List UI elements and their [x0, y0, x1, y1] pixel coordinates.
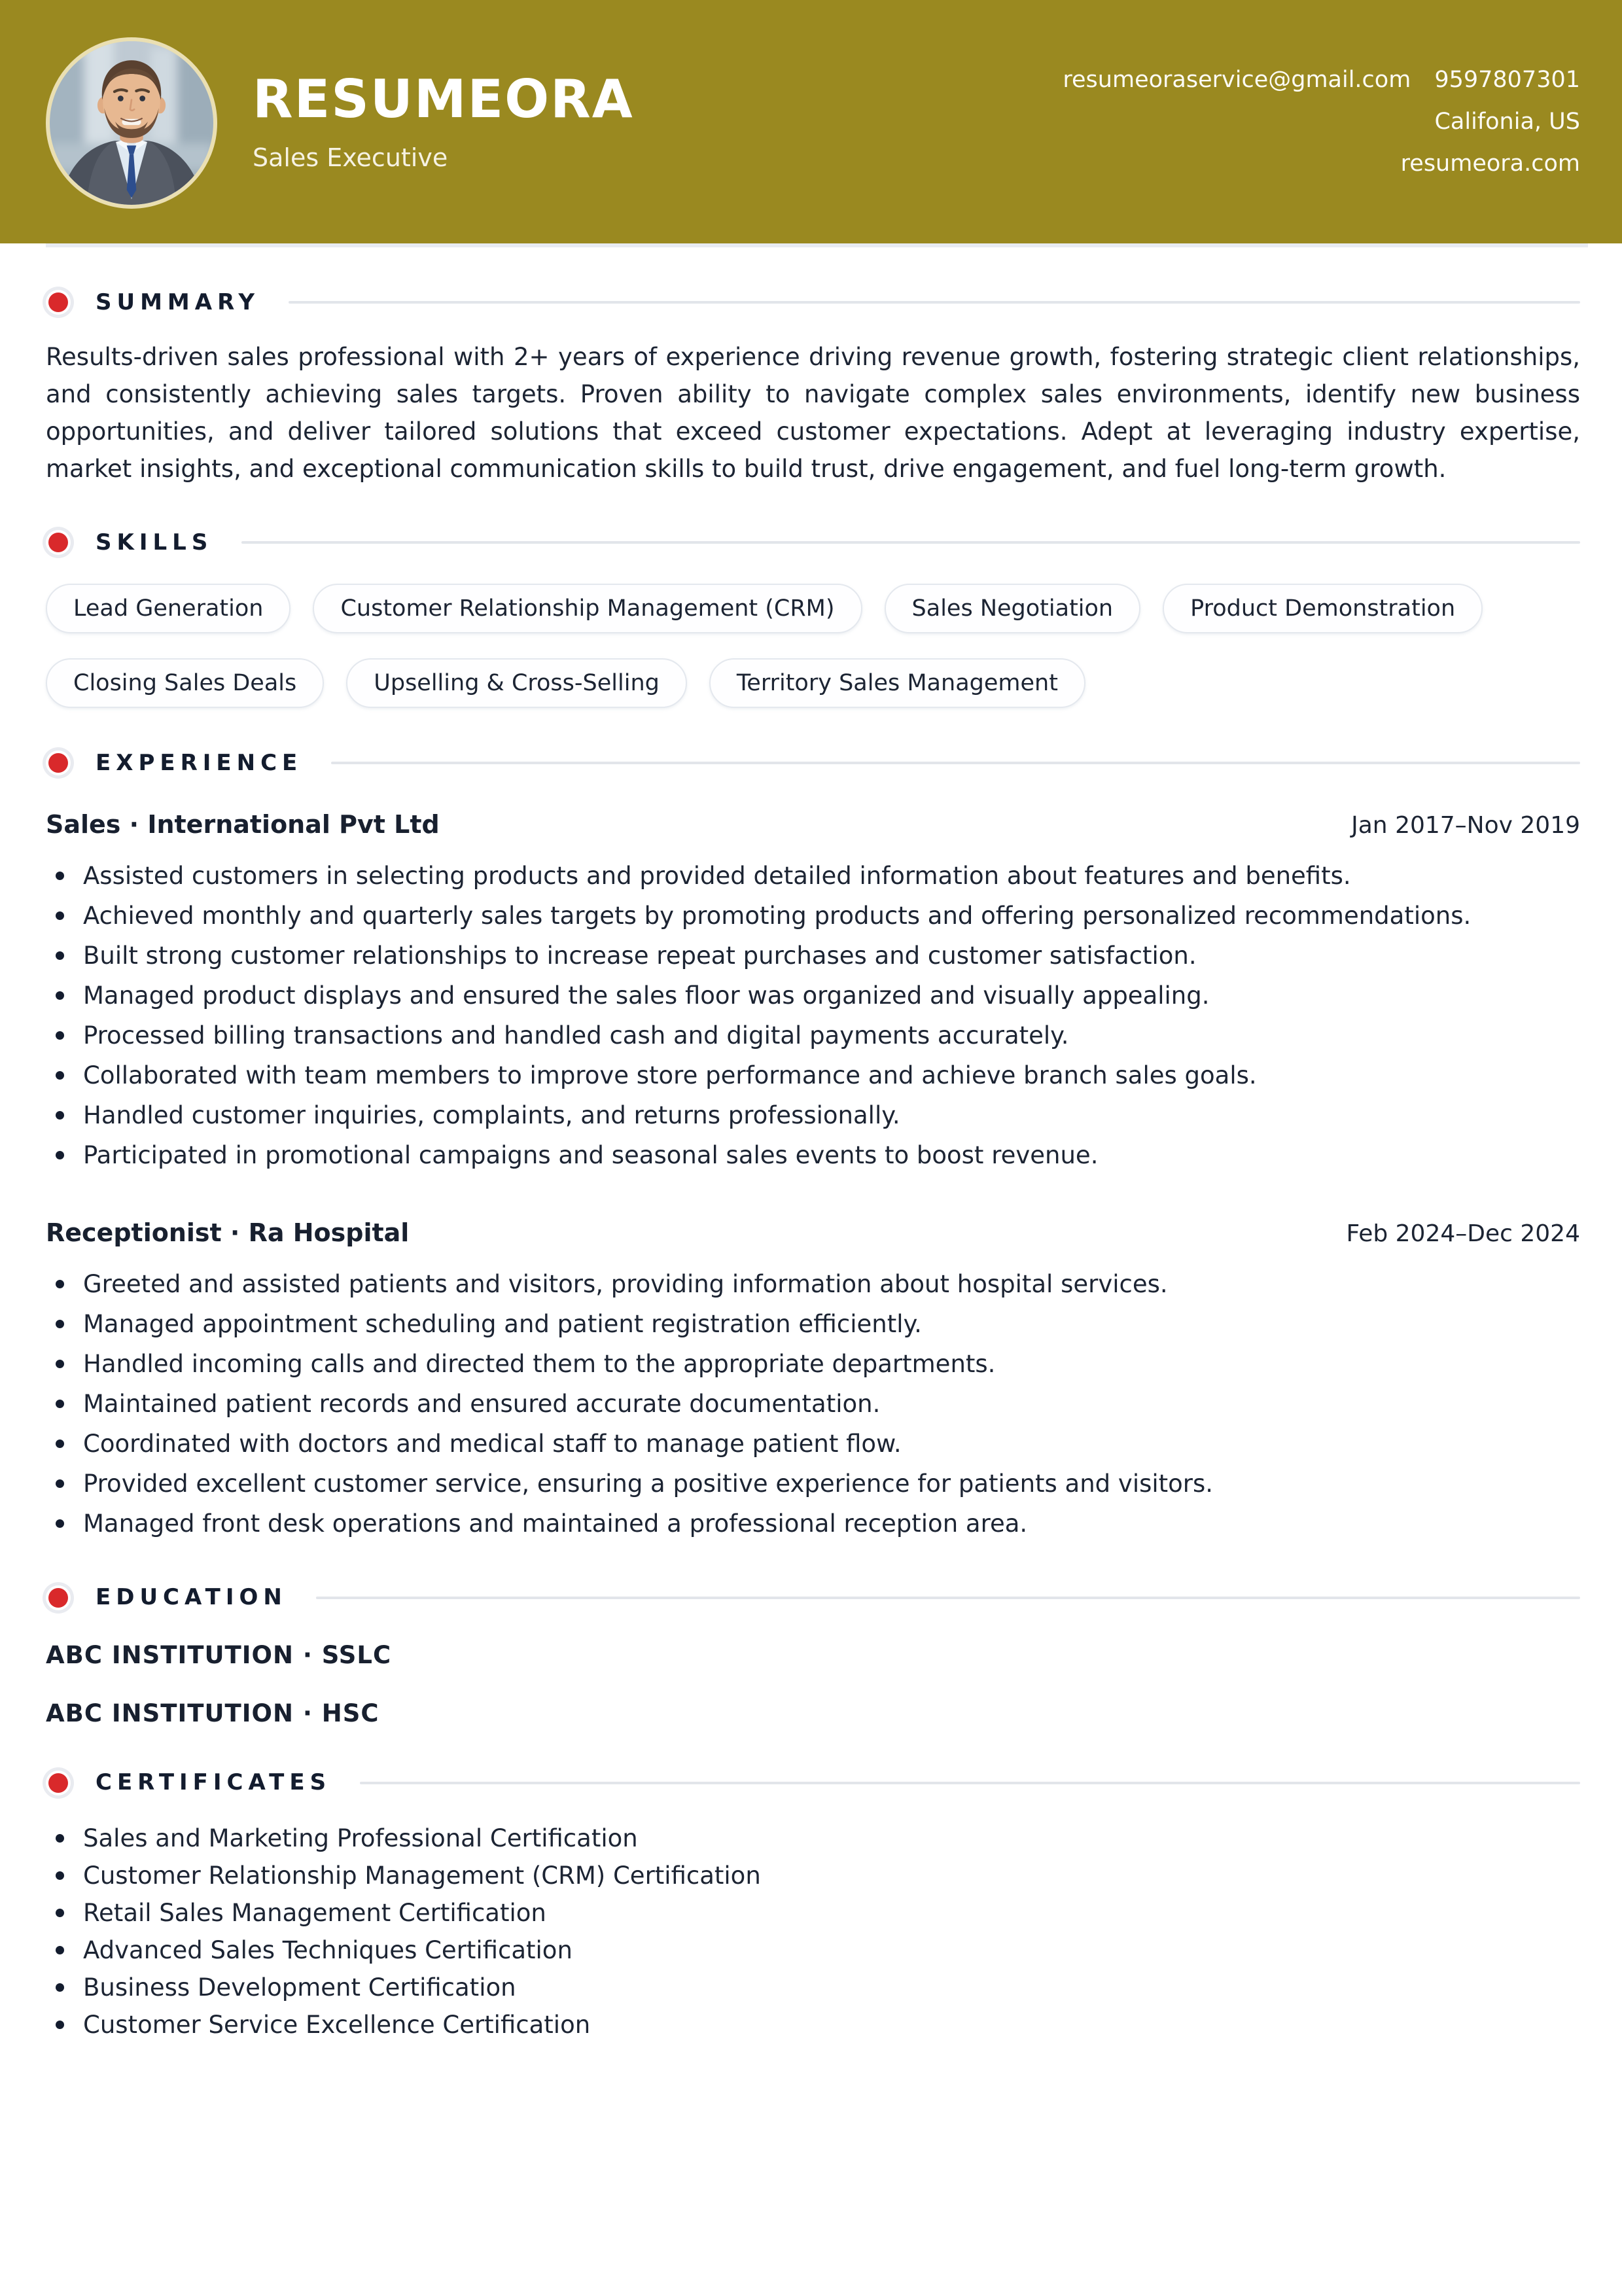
job-bullet: Coordinated with doctors and medical staff to manage patient flow. [46, 1425, 1580, 1462]
avatar-illustration [50, 41, 213, 205]
red-dot-icon [48, 1773, 68, 1793]
section-skills [46, 529, 1580, 708]
job-header [46, 810, 1580, 839]
section-education [46, 1584, 1580, 1727]
section-experience [46, 750, 1580, 1543]
skill-pill: Sales Negotiation [885, 584, 1141, 633]
contact-block [1063, 59, 1580, 185]
job-dates: Jan 2017–Nov 2019 [1351, 812, 1580, 839]
skill-pill: Customer Relationship Management (CRM) [313, 584, 862, 633]
job-bullet: Achieved monthly and quarterly sales targets by promoting products and offering personalized recommendations. [46, 897, 1580, 934]
education-item: ABC INSTITUTION · HSC [46, 1699, 379, 1728]
job-bullet: Managed appointment scheduling and patient registration efficiently. [46, 1305, 1580, 1343]
skill-pill: Product Demonstration [1163, 584, 1483, 633]
summary-heading-row [46, 289, 1580, 316]
contact-line-1 [1063, 59, 1580, 101]
experience-heading: EXPERIENCE [96, 749, 303, 776]
skills-heading: SKILLS [96, 529, 213, 556]
brand-name: RESUMEORA [253, 69, 634, 130]
job-bullet: Collaborated with team members to improve store performance and achieve branch sales goals. [46, 1057, 1580, 1094]
job-bullet-list [46, 857, 1580, 1174]
heading-rule [360, 1782, 1580, 1784]
location-text: Califonia, US [1434, 109, 1580, 135]
section-certificates [46, 1769, 1580, 2043]
job-bullet-list [46, 1265, 1580, 1542]
certificate-item: Customer Service Excellence Certification [46, 2006, 1580, 2043]
certificate-item: Sales and Marketing Professional Certification [46, 1820, 1580, 1857]
job-bullet: Managed product displays and ensured the sales floor was organized and visually appealing. [46, 977, 1580, 1014]
job-bullet: Participated in promotional campaigns and seasonal sales events to boost revenue. [46, 1137, 1580, 1174]
job-title: Receptionist · Ra Hospital [46, 1218, 410, 1248]
skills-heading-row [46, 529, 1580, 556]
summary-heading: SUMMARY [96, 289, 260, 315]
job-bullet: Provided excellent customer service, ensuring a positive experience for patients and visitors. [46, 1465, 1580, 1502]
job-bullet: Built strong customer relationships to increase repeat purchases and customer satisfaction. [46, 937, 1580, 974]
job-bullet: Handled incoming calls and directed them to the appropriate departments. [46, 1345, 1580, 1383]
header-divider [46, 243, 1588, 247]
skills-list [46, 584, 1580, 708]
education-heading-row [46, 1584, 1580, 1611]
education-item: ABC INSTITUTION · SSLC [46, 1641, 392, 1670]
summary-paragraph: Results-driven sales professional with 2+ years of experience driving revenue growth, fostering strategic client relationships, and consistently achieving sales targets. Proven ability to navigate complex sales environments, identify new business opportunities, and deliver tailored solutions that exceed customer expectations. Adept at leveraging industry expertise, market insights, and exceptional communication skills to build trust, drive engagement, and fuel long-term growth. [46, 342, 1580, 483]
section-summary [46, 289, 1580, 487]
skill-pill: Closing Sales Deals [46, 658, 324, 708]
skill-pill: Lead Generation [46, 584, 291, 633]
heading-rule [316, 1597, 1580, 1599]
heading-rule [241, 541, 1580, 544]
job-bullet: Assisted customers in selecting products and provided detailed information about features and benefits. [46, 857, 1580, 894]
job-bullet: Managed front desk operations and maintained a professional reception area. [46, 1505, 1580, 1542]
skill-pill: Upselling & Cross-Selling [346, 658, 687, 708]
job-title: Sales · International Pvt Ltd [46, 810, 440, 839]
website-link[interactable]: resumeora.com [1400, 150, 1580, 177]
red-dot-icon [48, 533, 68, 552]
certificate-item: Retail Sales Management Certification [46, 1894, 1580, 1932]
heading-rule [331, 762, 1580, 764]
header [0, 0, 1622, 243]
certificates-list [46, 1820, 1580, 2043]
resume-body [0, 289, 1622, 2102]
job-bullet: Maintained patient records and ensured accurate documentation. [46, 1385, 1580, 1422]
brand-block [253, 69, 634, 172]
red-dot-icon [48, 292, 68, 312]
job-dates: Feb 2024–Dec 2024 [1346, 1220, 1580, 1248]
experience-heading-row [46, 750, 1580, 777]
red-dot-icon [48, 753, 68, 773]
job-entry [46, 810, 1580, 1174]
certificates-heading: CERTIFICATES [96, 1769, 332, 1796]
education-heading: EDUCATION [96, 1584, 287, 1611]
job-bullet: Handled customer inquiries, complaints, and returns professionally. [46, 1097, 1580, 1134]
certificate-item: Business Development Certification [46, 1969, 1580, 2006]
skill-pill: Territory Sales Management [709, 658, 1085, 708]
job-bullet: Greeted and assisted patients and visitors, providing information about hospital services. [46, 1265, 1580, 1303]
certificate-item: Advanced Sales Techniques Certification [46, 1932, 1580, 1969]
heading-rule [289, 301, 1580, 304]
red-dot-icon [48, 1588, 68, 1608]
profile-photo [46, 37, 217, 209]
job-entry [46, 1218, 1580, 1542]
email-link[interactable]: resumeoraservice@gmail.com [1063, 67, 1411, 93]
phone-link[interactable]: 9597807301 [1434, 67, 1580, 93]
brand-subtitle: Sales Executive [253, 143, 448, 172]
job-header [46, 1218, 1580, 1247]
job-bullet: Processed billing transactions and handled cash and digital payments accurately. [46, 1017, 1580, 1054]
certificate-item: Customer Relationship Management (CRM) Certification [46, 1857, 1580, 1894]
certificates-heading-row [46, 1769, 1580, 1796]
